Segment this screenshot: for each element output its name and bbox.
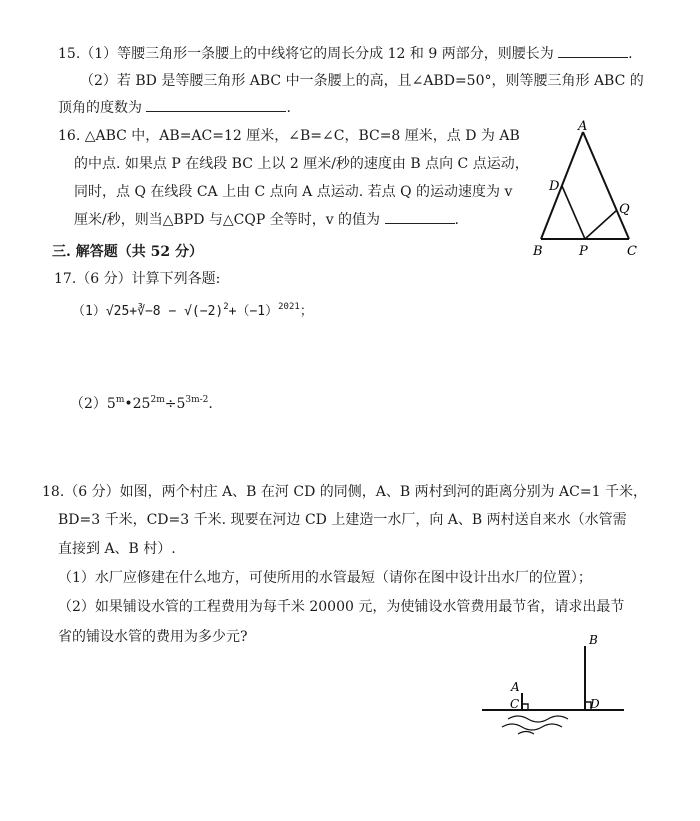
q15-part2-answer-blank[interactable]	[146, 99, 286, 112]
q15-part2	[80, 70, 644, 90]
q15-part1-text: 15.（1）等腰三角形一条腰上的中线将它的周长分成 12 和 9 两部分，则腰长为	[58, 46, 554, 62]
q16-line4: 厘米/秒，则当△BPD 与△CQP 全等时，v 的值为 .	[74, 212, 459, 228]
label-c: C	[627, 244, 637, 259]
q16-line4-text: 厘米/秒，则当△BPD 与△CQP 全等时，v 的值为	[74, 212, 381, 228]
q17-title: 17.（6 分）计算下列各题:	[54, 271, 221, 287]
q17-part2-label: （2）	[70, 396, 107, 412]
section3-title: 三. 解答题（共 52 分）	[52, 244, 203, 260]
q18-line4: （1）水厂应修建在什么地方，可使所用的水管最短（请你在图中设计出水厂的位置）；	[58, 570, 592, 586]
q16-line3: 同时，点 Q 在线段 CA 上由 C 点向 A 点运动. 若点 Q 的运动速度为 v	[74, 184, 513, 200]
side-ab	[541, 132, 583, 239]
q17-part1	[72, 300, 313, 319]
q18-line3: 直接到 A、B 村）.	[58, 541, 176, 557]
label-b: B	[533, 244, 543, 259]
q15-part1-answer-blank[interactable]	[558, 45, 628, 58]
label-a: A	[578, 119, 588, 134]
label-c: C	[510, 697, 520, 711]
label-a: A	[511, 680, 520, 694]
q16-triangle-figure	[525, 118, 645, 260]
q17-part1-exp-square: 2	[223, 302, 229, 312]
label-d: D	[549, 179, 560, 194]
q18-river-figure	[478, 628, 628, 738]
q17-part1-expr1: √25+∛−8 − √(−2)	[105, 304, 224, 319]
q17-part2-exp2: 2m	[150, 395, 165, 405]
q17-part2-exp1: m	[115, 395, 125, 405]
q15-part2-cont: 顶角的度数为 .	[58, 100, 291, 116]
q15-part1: 15.（1）等腰三角形一条腰上的中线将它的周长分成 12 和 9 两部分，则腰长为 .	[58, 46, 633, 62]
q17-part2-exp3: 3m-2	[185, 395, 209, 405]
q17-part1-end: ；	[299, 304, 313, 319]
q16-answer-blank[interactable]	[385, 211, 455, 224]
q17-part1-expr2: +（−1）	[228, 304, 279, 319]
q17-part2	[70, 393, 213, 413]
label-p: P	[579, 244, 588, 259]
q17-part2-base1: 5	[106, 396, 116, 412]
label-d: D	[590, 697, 600, 711]
q18-line6: 省的铺设水管的费用为多少元?	[58, 629, 248, 645]
side-ac	[583, 132, 629, 239]
q17-part2-end: .	[208, 396, 213, 412]
water-wave-1	[508, 716, 568, 722]
q17-part1-exp-year: 2021	[278, 302, 300, 312]
segment-dp	[562, 186, 585, 239]
q18-line5: （2）如果铺设水管的工程费用为每千米 20000 元，为使铺设水管费用最节省，请求出最节	[58, 599, 625, 615]
label-b: B	[589, 633, 598, 647]
q17-part1-label: （1）	[72, 304, 106, 319]
segment-pq	[585, 210, 617, 239]
q17-part2-div: ÷5	[164, 396, 186, 412]
water-wave-3	[518, 732, 534, 735]
q18-line2: BD=3 千米，CD=3 千米. 现要在河边 CD 上建造一水厂，向 A、B 两村送自来水（水管需	[58, 512, 627, 528]
water-wave-2	[502, 724, 562, 730]
q17-part2-dot: •25	[124, 396, 151, 412]
label-q: Q	[619, 202, 630, 217]
q15-part2-cont-text: 顶角的度数为	[58, 100, 142, 116]
q16-line1: 16. △ABC 中，AB=AC=12 厘米，∠B=∠C，BC=8 厘米，点 D 为 AB	[58, 128, 520, 144]
q15-part2-text: （2）若 BD 是等腰三角形 ABC 中一条腰上的高，且∠ABD=50°，则等腰三角形 ABC 的	[80, 73, 644, 89]
q18-line1: 18.（6 分）如图，两个村庄 A、B 在河 CD 的同侧，A、B 两村到河的距离分别为 AC=1 千米，	[42, 484, 647, 500]
q16-line2: 的中点. 如果点 P 在线段 BC 上以 2 厘米/秒的速度由 B 点向 C 点运动，	[74, 156, 529, 172]
